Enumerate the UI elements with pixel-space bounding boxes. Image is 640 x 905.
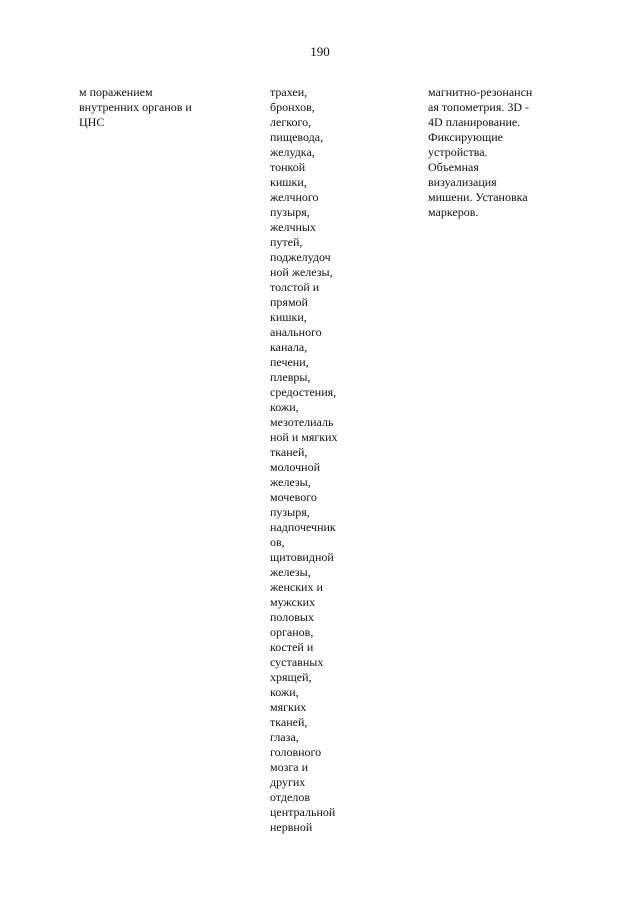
text-line: устройства. (428, 145, 488, 159)
text-line: мозга и (270, 760, 309, 774)
text-line: канала, (270, 340, 308, 354)
text-line: отделов (270, 790, 311, 804)
text-line: печени, (270, 355, 309, 369)
text-line: Объемная (428, 160, 479, 174)
text-line: молочной (270, 460, 320, 474)
text-line: кожи, (270, 685, 299, 699)
text-line: кишки, (270, 175, 307, 189)
text-line: мужских (270, 595, 316, 609)
text-line: кожи, (270, 400, 299, 414)
text-line: Фиксирующие (428, 130, 503, 144)
text-line: желудка, (270, 145, 315, 159)
text-line: головного (270, 745, 322, 759)
text-line: мочевого (270, 490, 317, 504)
text-line: других (270, 775, 306, 789)
text-line: анального (270, 325, 322, 339)
text-line: желчного (270, 190, 319, 204)
text-line: магнитно-резонансн (428, 85, 533, 99)
text-line: путей, (270, 235, 303, 249)
text-line: м поражением (79, 85, 153, 99)
text-line: 4D планирование. (428, 115, 521, 129)
text-line: визуализация (428, 175, 497, 189)
text-line: костей и (270, 640, 314, 654)
text-line: мишени. Установка (428, 190, 528, 204)
text-line: суставных (270, 655, 324, 669)
text-line: тонкой (270, 160, 306, 174)
text-line: тканей, (270, 445, 308, 459)
table-column-2 (270, 85, 355, 835)
text-line: ной и мягких (270, 430, 338, 444)
text-line: половых (270, 610, 314, 624)
text-line: желчных (270, 220, 316, 234)
text-line: глаза, (270, 730, 299, 744)
text-line: центральной (270, 805, 336, 819)
text-line: плевры, (270, 370, 311, 384)
text-line: легкого, (270, 115, 312, 129)
page-number: 190 (310, 44, 330, 59)
text-line: нервной (270, 820, 313, 834)
text-line: ов, (270, 535, 285, 549)
text-line: мезотелиаль (270, 415, 334, 429)
text-line: толстой и (270, 280, 320, 294)
table-column-1 (79, 85, 249, 130)
text-line: кишки, (270, 310, 307, 324)
text-line: пузыря, (270, 505, 310, 519)
text-line: ЦНС (79, 115, 105, 129)
text-line: поджелудоч (270, 250, 331, 264)
text-line: ной железы, (270, 265, 333, 279)
text-line: бронхов, (270, 100, 315, 114)
text-line: органов, (270, 625, 314, 639)
text-line: прямой (270, 295, 308, 309)
text-line: железы, (270, 475, 311, 489)
text-line: тканей, (270, 715, 308, 729)
text-line: надпочечник (270, 520, 336, 534)
text-line: внутренних органов и (79, 100, 192, 114)
text-line: железы, (270, 565, 311, 579)
text-line: ая топометрия. 3D - (428, 100, 530, 114)
text-line: средостения, (270, 385, 337, 399)
text-line: женских и (270, 580, 323, 594)
text-line: пищевода, (270, 130, 324, 144)
text-line: пузыря, (270, 205, 310, 219)
text-line: мягких (270, 700, 307, 714)
text-line: маркеров. (428, 205, 479, 219)
table-column-3 (428, 85, 563, 220)
text-line: трахеи, (270, 85, 308, 99)
text-line: щитовидной (270, 550, 334, 564)
text-line: хрящей, (270, 670, 312, 684)
